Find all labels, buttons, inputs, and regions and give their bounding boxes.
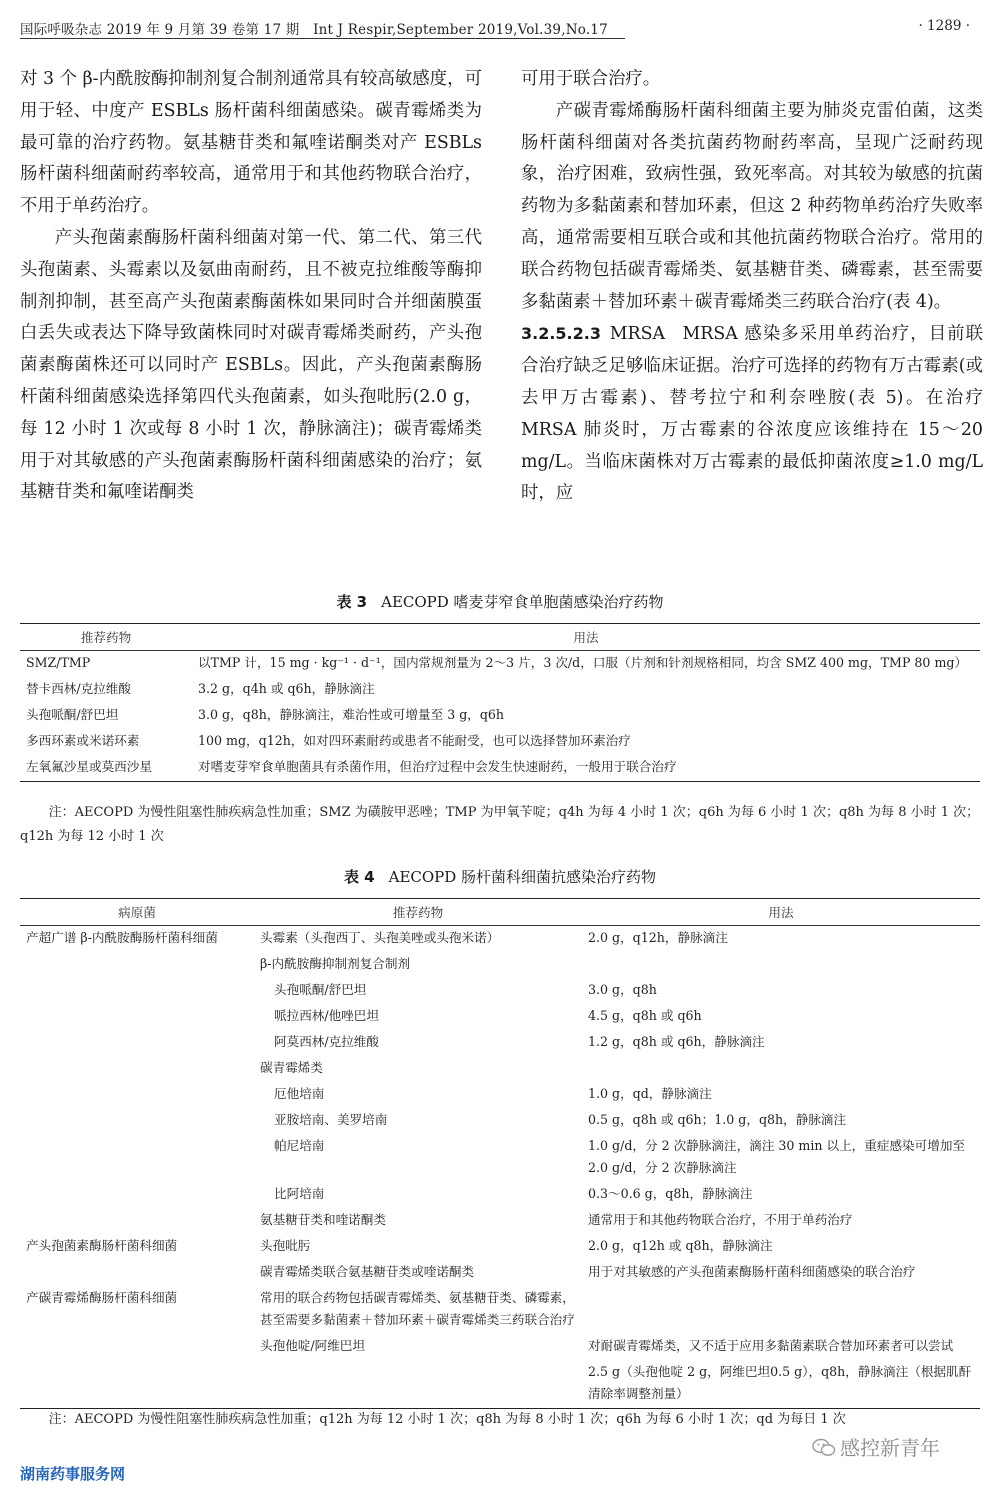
usage-cell (582, 1286, 980, 1334)
table3-label: 表 3 (336, 593, 368, 611)
table4 (20, 898, 980, 1409)
drug-cell: SMZ/TMP (26, 655, 91, 670)
watermark-text: 感控新青年 (840, 1436, 940, 1460)
section-text: MRSA 感染多采用单药治疗，目前联合治疗缺乏足够临床证据。治疗可选择的药物有万古霉素(或去甲万古霉素)、替考拉宁和利奈唑胺(表 5)。在治疗 MRSA 肺炎时，万古霉素的谷浓度应该维持在 15～20 mg/L。当临床菌株对万古霉素的最低抑菌浓度≥1.0 mg/L 时，应 (521, 324, 983, 504)
table4-caption (0, 866, 1000, 887)
usage-cell: 0.3～0.6 g，q8h，静脉滴注 (588, 1186, 753, 1201)
table-header-row (20, 624, 980, 651)
usage-cell: 1.2 g，q8h 或 q6h，静脉滴注 (588, 1034, 765, 1049)
paragraph: 可用于联合治疗。 (521, 69, 661, 89)
drug-cell: 比阿培南 (274, 1186, 325, 1201)
table-row (20, 1360, 980, 1409)
usage-cell: 2.0 g，q12h 或 q8h，静脉滴注 (588, 1238, 773, 1253)
column-header: 用法 (582, 899, 980, 926)
left-column (20, 64, 482, 509)
table-row (20, 1334, 980, 1360)
usage-cell: 以TMP 计，15 mg · kg⁻¹ · d⁻¹，国内常规剂量为 2～3 片，3 次/d，口服（片剂和针剂规格相同，均含 SMZ 400 mg，TMP 80 mg） (198, 655, 968, 670)
table-row (20, 1030, 980, 1056)
pathogen-cell (20, 1056, 254, 1082)
table3-title: AECOPD 嗜麦芽窄食单胞菌感染治疗药物 (381, 593, 664, 611)
right-column (521, 64, 983, 510)
running-header: 国际呼吸杂志 2019 年 9 月第 39 卷第 17 期 Int J Respir,September 2019,Vol.39,No.17 (20, 22, 608, 38)
drug-cell: 替卡西林/克拉维酸 (26, 681, 131, 696)
drug-cell: β-内酰胺酶抑制剂复合制剂 (260, 956, 411, 971)
drug-cell: 亚胺培南、美罗培南 (274, 1112, 388, 1127)
table-row (20, 1234, 980, 1260)
table4-label: 表 4 (343, 868, 375, 886)
drug-cell: 左氧氟沙星或莫西沙星 (26, 759, 152, 774)
drug-cell: 头孢他啶/阿维巴坦 (260, 1338, 365, 1353)
pathogen-cell (20, 1182, 254, 1208)
usage-cell: 100 mg，q12h，如对四环素耐药或患者不能耐受，也可以选择替加环素治疗 (198, 733, 631, 748)
table3 (20, 623, 980, 782)
table4-note (20, 1408, 982, 1432)
drug-cell: 多西环素或米诺环素 (26, 733, 140, 748)
wechat-icon (812, 1438, 836, 1458)
pathogen-cell (20, 1360, 254, 1409)
drug-cell (254, 1360, 582, 1409)
pathogen-cell (20, 978, 254, 1004)
drug-cell: 碳青霉烯类联合氨基糖苷类或喹诺酮类 (260, 1264, 475, 1279)
usage-cell: 3.2 g，q4h 或 q6h，静脉滴注 (198, 681, 375, 696)
usage-cell: 用于对其敏感的产头孢菌素酶肠杆菌科细菌感染的联合治疗 (588, 1264, 916, 1279)
table-row (20, 1082, 980, 1108)
usage-cell: 通常用于和其他药物联合治疗，不用于单药治疗 (588, 1212, 853, 1227)
usage-cell: 4.5 g，q8h 或 q6h (588, 1008, 702, 1023)
table-row (20, 1134, 980, 1182)
pathogen-cell (20, 1134, 254, 1182)
table-row (20, 729, 980, 755)
drug-cell: 头孢吡肟 (260, 1238, 311, 1253)
paragraph: 对 3 个 β-内酰胺酶抑制剂复合制剂通常具有较高敏感度，可用于轻、中度产 ESBLs 肠杆菌科细菌感染。碳青霉烯类为最可靠的治疗药物。氨基糖苷类和氟喹诺酮类对产 ESBLs 肠杆菌科细菌耐药率较高，通常用于和其他药物联合治疗，不用于单药治疗。 (20, 69, 482, 217)
header-rule (20, 38, 625, 39)
page-number: · 1289 · (918, 18, 970, 34)
pathogen-cell (20, 1030, 254, 1056)
pathogen-cell (20, 1208, 254, 1234)
pathogen-cell (20, 1108, 254, 1134)
drug-cell: 阿莫西林/克拉维酸 (274, 1034, 379, 1049)
table-row (20, 926, 980, 953)
table-row (20, 1108, 980, 1134)
table-row (20, 677, 980, 703)
table-row (20, 1286, 980, 1334)
usage-cell (582, 952, 980, 978)
table4-title: AECOPD 肠杆菌科细菌抗感染治疗药物 (388, 868, 657, 886)
column-header: 用法 (192, 624, 980, 651)
usage-cell: 2.0 g，q12h，静脉滴注 (588, 930, 728, 945)
drug-cell: 常用的联合药物包括碳青霉烯类、氨基糖苷类、磷霉素，甚至需要多黏菌素＋替加环素＋碳青霉烯类三药联合治疗 (260, 1290, 575, 1327)
table3-note (20, 801, 982, 849)
drug-cell: 头孢哌酮/舒巴坦 (26, 707, 119, 722)
section-number: 3.2.5.2.3 (521, 324, 601, 344)
drug-cell: 帕尼培南 (274, 1138, 325, 1153)
pathogen-cell (20, 1004, 254, 1030)
column-header: 推荐药物 (254, 899, 582, 926)
table-row (20, 651, 980, 678)
pathogen-cell: 产碳青霉烯酶肠杆菌科细菌 (26, 1290, 178, 1305)
paragraph: 产碳青霉烯酶肠杆菌科细菌主要为肺炎克雷伯菌，这类肠杆菌科细菌对各类抗菌药物耐药率高，呈现广泛耐药现象，治疗困难，致病性强，致死率高。对其较为敏感的抗菌药物为多黏菌素和替加环素，但这 2 种药物单药治疗失败率高，通常需要相互联合或和其他抗菌药物联合治疗。常用的联合药物包括碳青霉烯类、氨基糖苷类、磷霉素，甚至需要多黏菌素＋替加环素＋碳青霉烯类三药联合治疗(表 4)。 (521, 100, 983, 312)
pathogen-cell: 产头孢菌素酶肠杆菌科细菌 (26, 1238, 178, 1253)
paragraph: 产头孢菌素酶肠杆菌科细菌对第一代、第二代、第三代头孢菌素、头霉素以及氨曲南耐药，且不被克拉维酸等酶抑制剂抑制，甚至高产头孢菌素酶菌株如果同时合并细菌膜蛋白丢失或表达下降导致菌株同时对碳青霉烯类耐药，产头孢菌素酶菌株还可以同时产 ESBLs。因此，产头孢菌素酶肠杆菌科细菌感染选择第四代头孢菌素，如头孢吡肟(2.0 g，每 12 小时 1 次或每 8 小时 1 次，静脉滴注)；碳青霉烯类用于对其敏感的产头孢菌素酶肠杆菌科细菌感染的治疗；氨基糖苷类和氟喹诺酮类 (20, 227, 482, 503)
drug-cell: 头孢哌酮/舒巴坦 (274, 982, 367, 997)
pathogen-cell: 产超广谱 β-内酰胺酶肠杆菌科细菌 (26, 930, 218, 945)
usage-cell: 1.0 g/d，分 2 次静脉滴注，滴注 30 min 以上，重症感染可增加至 2.0 g/d，分 2 次静脉滴注 (588, 1138, 966, 1175)
usage-cell: 0.5 g，q8h 或 q6h；1.0 g，q8h，静脉滴注 (588, 1112, 847, 1127)
table-row (20, 703, 980, 729)
section-title: MRSA (609, 324, 666, 345)
pathogen-cell (20, 1082, 254, 1108)
column-header: 病原菌 (20, 899, 254, 926)
usage-cell: 对嗜麦芽窄食单胞菌具有杀菌作用，但治疗过程中会发生快速耐药，一般用于联合治疗 (198, 759, 677, 774)
usage-cell (582, 1056, 980, 1082)
table-row (20, 1004, 980, 1030)
usage-cell: 对耐碳青霉烯类，又不适于应用多黏菌素联合替加环素者可以尝试 (588, 1338, 954, 1353)
note-text: 注：AECOPD 为慢性阻塞性肺疾病急性加重；SMZ 为磺胺甲恶唑；TMP 为甲氧苄啶；q4h 为每 4 小时 1 次；q6h 为每 6 小时 1 次；q8h 为每 8 小时 1 次；q12h 为每 12 小时 1 次 (20, 805, 980, 844)
pathogen-cell (20, 1260, 254, 1286)
table-row (20, 978, 980, 1004)
table-row (20, 1056, 980, 1082)
table-row (20, 952, 980, 978)
drug-cell: 氨基糖苷类和喹诺酮类 (260, 1212, 386, 1227)
table-row (20, 1260, 980, 1286)
note-text: 注：AECOPD 为慢性阻塞性肺疾病急性加重；q12h 为每 12 小时 1 次；q8h 为每 8 小时 1 次；q6h 为每 6 小时 1 次；qd 为每日 1 次 (48, 1412, 846, 1427)
pathogen-cell (20, 952, 254, 978)
table-row (20, 1208, 980, 1234)
drug-cell: 厄他培南 (274, 1086, 325, 1101)
usage-cell: 2.5 g（头孢他啶 2 g，阿维巴坦0.5 g），q8h，静脉滴注（根据肌酐清除率调整剂量） (588, 1364, 972, 1401)
drug-cell: 头霉素（头孢西丁、头孢美唑或头孢米诺） (260, 930, 500, 945)
drug-cell: 哌拉西林/他唑巴坦 (274, 1008, 379, 1023)
watermark-right (812, 1432, 940, 1461)
pathogen-cell (20, 1334, 254, 1360)
table3-caption (0, 591, 1000, 612)
usage-cell: 1.0 g，qd，静脉滴注 (588, 1086, 712, 1101)
table-header-row (20, 899, 980, 926)
drug-cell: 碳青霉烯类 (260, 1060, 323, 1075)
usage-cell: 3.0 g，q8h (588, 982, 657, 997)
section-paragraph (521, 318, 983, 510)
usage-cell: 3.0 g，q8h，静脉滴注，难治性或可增量至 3 g，q6h (198, 707, 505, 722)
table-row (20, 755, 980, 782)
table-row (20, 1182, 980, 1208)
watermark-left: 湖南药事服务网 (20, 1465, 126, 1483)
column-header: 推荐药物 (20, 624, 192, 651)
